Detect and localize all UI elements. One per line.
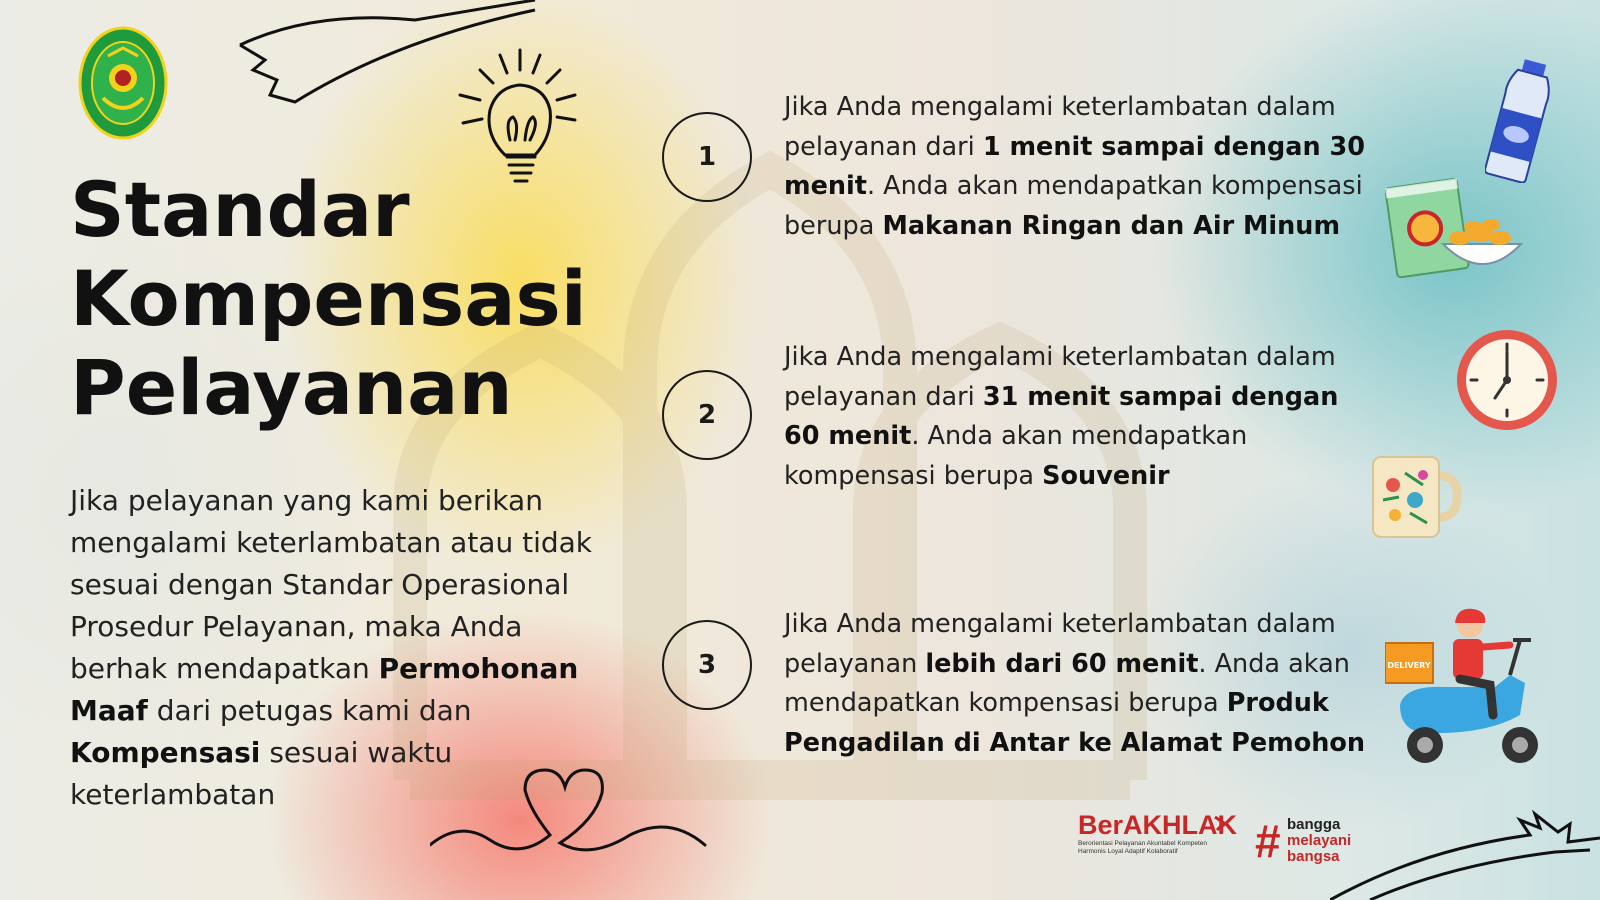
item-3-bold-1: lebih dari 60 menit: [925, 648, 1199, 679]
intro-text-1: Jika pelayanan yang kami berikan mengalami keterlambatan atau tidak sesuai dengan Standar Operasional Prosedur Pelayanan, maka Anda berhak mendapatkan: [70, 484, 593, 685]
compensation-item-3: [784, 605, 1374, 763]
delivery-scooter-icon: [1385, 605, 1560, 775]
water-bottle-icon: [1485, 58, 1555, 183]
berakhlak-wordmark: BerAKHLAK: [1078, 810, 1238, 840]
clock-icon: [1455, 328, 1560, 433]
item-3-text-1: Jika Anda mengalami keterlambatan dalam pelayanan: [784, 609, 1336, 679]
compensation-item-2: [784, 338, 1374, 496]
item-1-text-2: . Anda akan mendapatkan kompensasi berupa: [784, 171, 1363, 241]
item-2-bold-2: Souvenir: [1042, 460, 1170, 491]
intro-text-3: sesuai waktu keterlambatan: [70, 736, 453, 811]
heart-doodle-icon: [430, 765, 710, 870]
item-1-bold-2: Makanan Ringan dan Air Minum: [882, 210, 1341, 241]
item-1-text-1: Jika Anda mengalami keterlambatan dalam pelayanan dari: [784, 92, 1336, 162]
berakhlak-arrow-icon: [1212, 815, 1228, 833]
item-3-bold-2: Produk Pengadilan di Antar ke Alamat Pemohon: [784, 688, 1366, 758]
intro-bold-1: Permohonan Maaf: [70, 652, 579, 727]
hashtag-icon: #: [1255, 815, 1281, 867]
step-number-2: 2: [662, 370, 752, 460]
compensation-item-1: [784, 88, 1374, 246]
item-2-text-2: . Anda akan mendapatkan kompensasi berupa: [784, 421, 1248, 491]
berakhlak-tagline-2: Harmonis Loyal Adaptif Kolaboratif: [1078, 848, 1178, 855]
item-3-text-2: . Anda akan mendapatkan kompensasi berupa: [784, 648, 1350, 718]
bangga-line-2: melayani: [1287, 832, 1352, 849]
step-number-3: 3: [662, 620, 752, 710]
item-1-bold-1: 1 menit sampai dengan 30 menit: [784, 131, 1366, 201]
berakhlak-tagline-1: Berorientasi Pelayanan Akuntabel Kompeten: [1078, 840, 1208, 847]
item-2-text-1: Jika Anda mengalami keterlambatan dalam pelayanan dari: [784, 342, 1336, 412]
title-line-2: Kompensasi: [70, 254, 587, 343]
title-line-1: Standar: [70, 165, 410, 254]
ribbon-doodle-bottom-icon: [1330, 810, 1600, 900]
scooter-box-label: DELIVERY: [1387, 661, 1431, 670]
snack-icon: [1385, 172, 1525, 284]
court-logo-icon: [78, 26, 168, 140]
page-title: [70, 165, 630, 432]
intro-bold-2: Kompensasi: [70, 736, 261, 769]
intro-text-2: dari petugas kami dan: [147, 694, 472, 727]
item-2-bold-1: 31 menit sampai dengan 60 menit: [784, 381, 1339, 451]
step-number-1: 1: [662, 112, 752, 202]
bangga-line-3: bangsa: [1287, 848, 1340, 865]
title-line-3: Pelayanan: [70, 343, 513, 432]
bangga-line-1: bangga: [1287, 816, 1341, 833]
mug-icon: [1365, 445, 1465, 545]
